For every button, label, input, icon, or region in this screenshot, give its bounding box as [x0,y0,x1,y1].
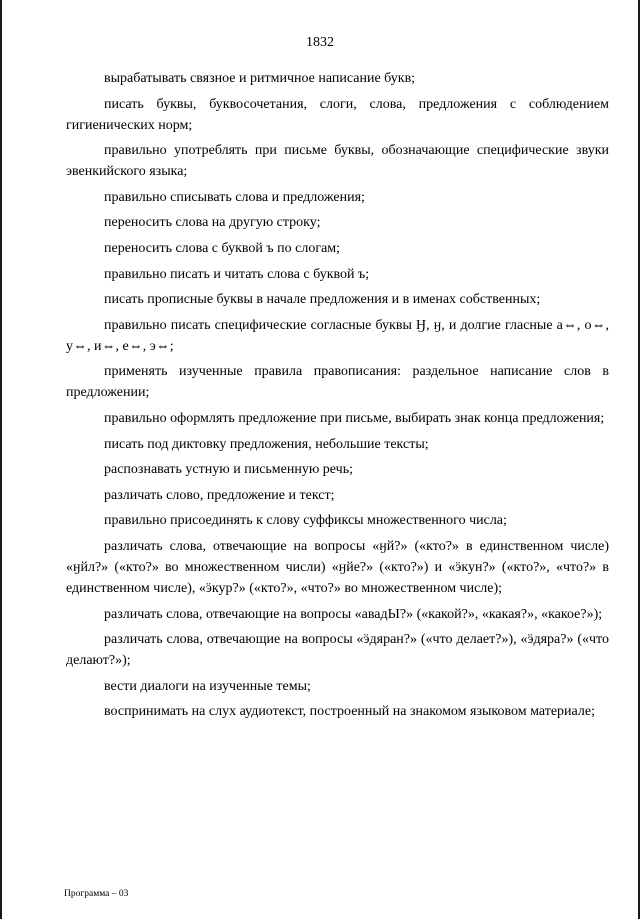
paragraph: различать слова, отвечающие на вопросы «авадЫ?» («какой?», «какая?», «какое?»); [104,606,603,622]
paragraph: правильно присоединять к слову суффиксы множественного числа; [104,513,507,529]
paragraph: различать слова, отвечающие на вопросы «ӭдяран?» («что делает?»), «ӭдяра?» («что делают?»); [66,632,609,669]
paragraph: писать под диктовку предложения, небольшие тексты; [104,436,429,452]
paragraph: вести диалоги на изученные темы; [104,678,311,694]
paragraph: правильно оформлять предложение при письме, выбирать знак конца предложения; [104,410,605,426]
page-number: 1832 [306,35,334,50]
paragraph: применять изученные правила правописания: раздельное написание слов в предложении; [66,364,609,401]
paragraph: писать прописные буквы в начале предложения и в именах собственных; [104,292,541,308]
paragraph: различать слова, отвечающие на вопросы «ӈй?» («кто?» в единственном числе) «ӈйл?» («кто?» во множественном числи) «ӈйе?» («кто?») и «ӭкун?» («кто?», «что?» в единственном числе), «ӭкур?» («кто?», «что?» во множественном числе); [66,538,609,596]
paragraph: вырабатывать связное и ритмичное написание букв; [104,71,416,86]
paragraph: переносить слова с буквой ъ по слогам; [104,240,341,256]
paragraph: переносить слова на другую строку; [104,215,321,231]
paragraph: правильно списывать слова и предложения; [104,189,365,205]
paragraph: правильно писать и читать слова с буквой ъ; [104,266,370,282]
document-body [66,68,609,727]
paragraph: правильно писать специфические согласные буквы Ӈ, ӈ, и долгие гласные а⇔, о⇔, у⇔, и⇔, е⇔, э⇔; [66,317,609,354]
paragraph: распознавать устную и письменную речь; [104,462,353,478]
paragraph: воспринимать на слух аудиотекст, построенный на знакомом языковом материале; [104,704,595,720]
paragraph: различать слово, предложение и текст; [104,487,335,503]
footer-label: Программа – 03 [64,889,129,899]
paragraph: правильно употреблять при письме буквы, обозначающие специфические звуки эвенкийского языка; [66,143,609,180]
paragraph: писать буквы, буквосочетания, слоги, слова, предложения с соблюдением гигиенических норм; [66,96,609,133]
